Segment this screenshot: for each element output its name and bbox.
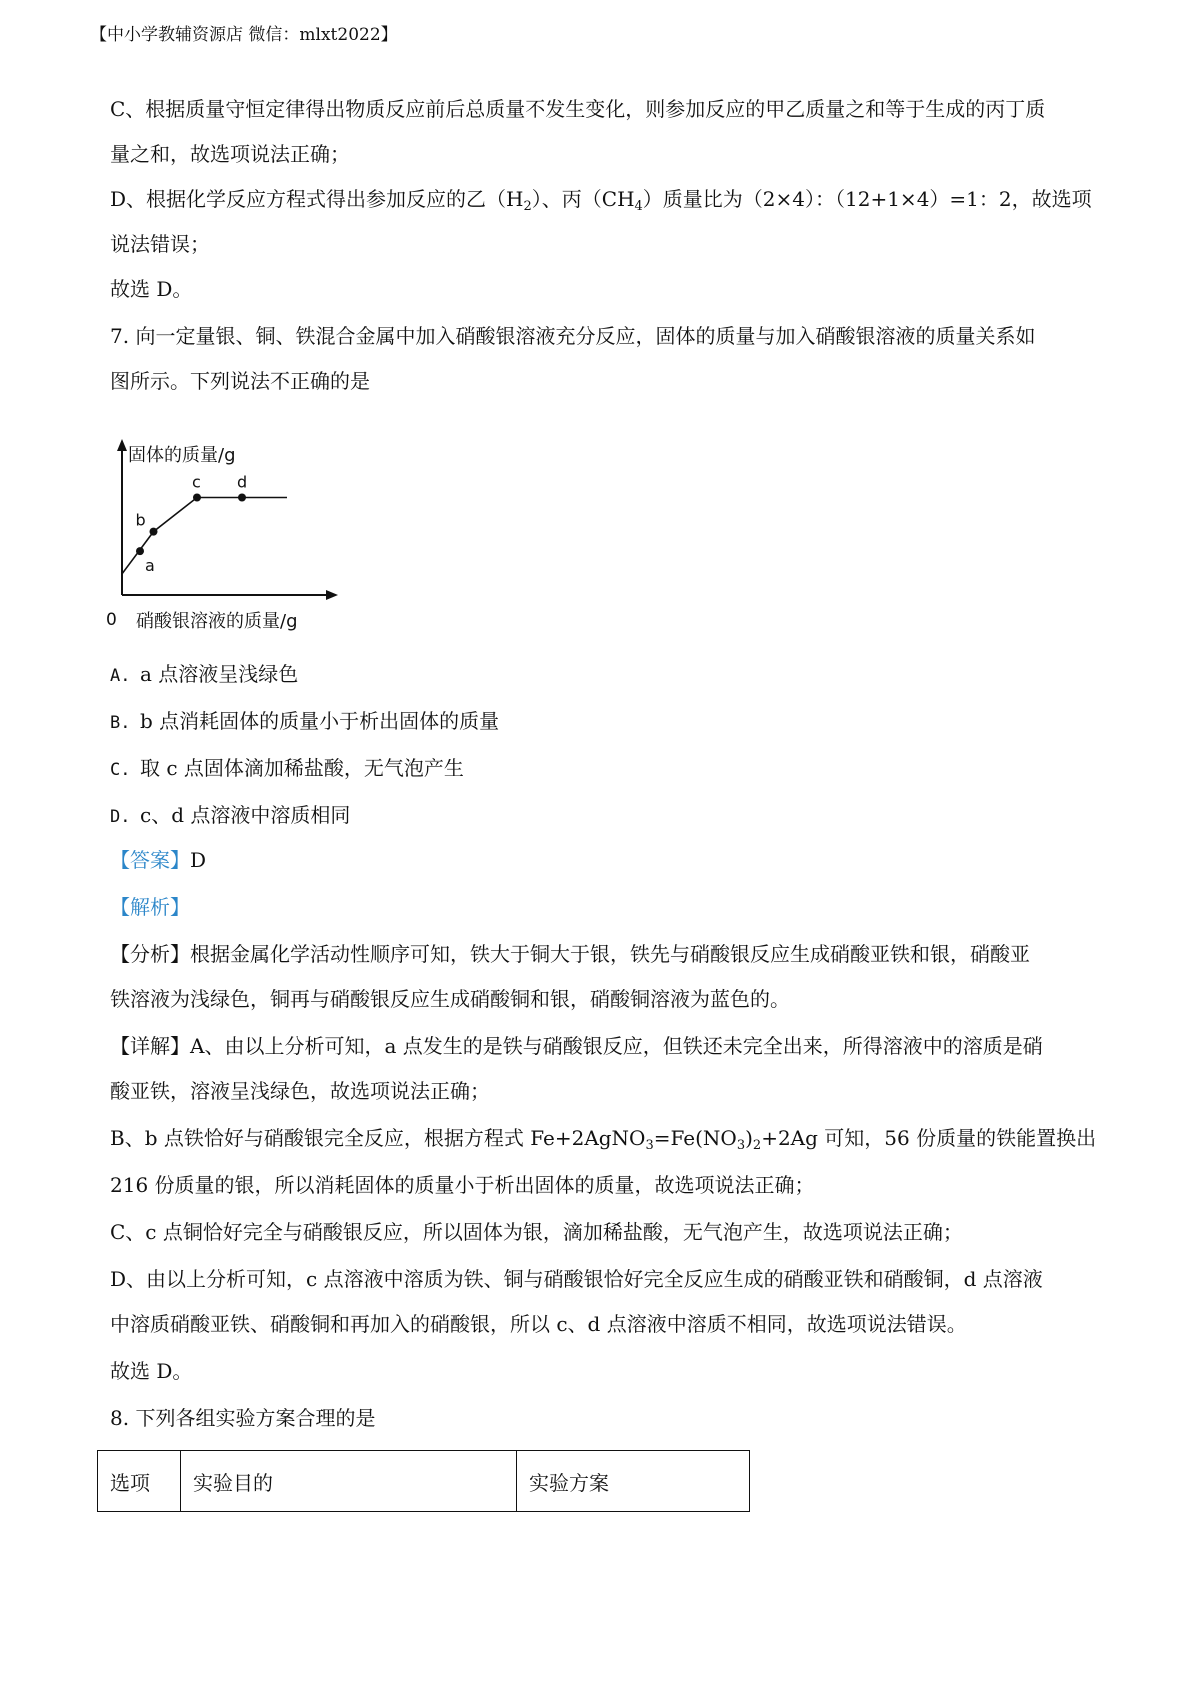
xiangjie-a-line2: 酸亚铁，溶液呈浅绿色，故选项说法正确； [110, 1079, 490, 1103]
q7-option-a: A. a 点溶液呈浅绿色 [110, 662, 299, 686]
xiangjie-c-line: C、c 点铜恰好完全与硝酸银反应，所以固体为银，滴加稀盐酸，无气泡产生，故选项说法正确； [110, 1220, 963, 1244]
point-label-d: d [237, 472, 248, 492]
point-label-c: c [192, 472, 201, 492]
xiangjie-b-line1: B、b 点铁恰好与硝酸银完全反应，根据方程式 $Fe+2AgNO_3=Fe(NO_3)_2+2Ag$ 可知，56 份质量的铁能置换出 [110, 1126, 1097, 1153]
y-axis-arrow [117, 439, 127, 451]
xiangjie-d-line1: D、由以上分析可知，c 点溶液中溶质为铁、铜与硝酸银恰好完全反应生成的硝酸亚铁和硝酸铜，d 点溶液 [110, 1267, 1043, 1291]
page-header: 【中小学教辅资源店 微信：mlxt2022】 [90, 25, 398, 45]
prev-d-line2: 说法错误； [110, 232, 210, 256]
data-point-c [193, 494, 201, 502]
data-point-b [150, 528, 158, 536]
q7-answer [110, 846, 206, 874]
fenxi-line1: 【分析】根据金属化学活动性顺序可知，铁大于铜大于银，铁先与硝酸银反应生成硝酸亚铁和银，硝酸亚 [110, 942, 1030, 966]
x-axis-label: 硝酸银溶液的质量/g [136, 611, 298, 632]
xiangjie-b-line2: 216 份质量的银，所以消耗固体的质量小于析出固体的质量，故选项说法正确； [110, 1173, 815, 1197]
data-point-d [238, 494, 246, 502]
table-header-plan: 实验方案 [517, 1451, 750, 1512]
q7-stem-line1: 7. 向一定量银、铜、铁混合金属中加入硝酸银溶液充分反应，固体的质量与加入硝酸银溶液的质量关系如 [110, 324, 1036, 348]
answer-tag: 【答案】 [110, 848, 190, 872]
q7-pick: 故选 D。 [110, 1359, 193, 1383]
point-label-a: a [145, 556, 155, 576]
q7-stem-line2: 图所示。下列说法不正确的是 [110, 369, 370, 393]
x-axis-arrow [326, 590, 338, 600]
origin-label: 0 [106, 610, 117, 630]
q8-table [97, 1450, 750, 1512]
fenxi-line2: 铁溶液为浅绿色，铜再与硝酸银反应生成硝酸铜和银，硝酸铜溶液为蓝色的。 [110, 987, 790, 1011]
prev-c-line1: C、根据质量守恒定律得出物质反应前后总质量不发生变化，则参加反应的甲乙质量之和等于生成的丙丁质 [110, 97, 1046, 121]
answer-value: D [190, 848, 207, 872]
xiangjie-a-line1: 【详解】A、由以上分析可知，a 点发生的是铁与硝酸银反应，但铁还未完全出来，所得溶液中的溶质是硝 [110, 1034, 1043, 1058]
q7-option-b: B. b 点消耗固体的质量小于析出固体的质量 [110, 709, 500, 733]
prev-c-line2: 量之和，故选项说法正确； [110, 142, 350, 166]
xiangjie-d-line2: 中溶质硝酸亚铁、硝酸铜和再加入的硝酸银，所以 c、d 点溶液中溶质不相同，故选项说法错误。 [110, 1312, 967, 1336]
prev-pick: 故选 D。 [110, 277, 193, 301]
table-header-option: 选项 [98, 1451, 181, 1512]
q7-option-c: C. 取 c 点固体滴加稀盐酸，无气泡产生 [110, 756, 464, 780]
q8-stem: 8. 下列各组实验方案合理的是 [110, 1406, 376, 1430]
q7-option-d: D. c、d 点溶液中溶质相同 [110, 803, 351, 827]
analysis-tag: 【解析】 [110, 895, 190, 919]
prev-d-line1: D、根据化学反应方程式得出参加反应的乙$(H_2)$、丙$(CH_4)$质量比为（2×4）：（12+1×4）=1：2，故选项 [110, 187, 1092, 214]
y-axis-label: 固体的质量/g [128, 445, 236, 466]
table-header-purpose: 实验目的 [181, 1451, 517, 1512]
data-point-a [136, 547, 144, 555]
table-row [98, 1451, 750, 1512]
q7-graph [95, 435, 355, 635]
point-label-b: b [135, 510, 146, 530]
